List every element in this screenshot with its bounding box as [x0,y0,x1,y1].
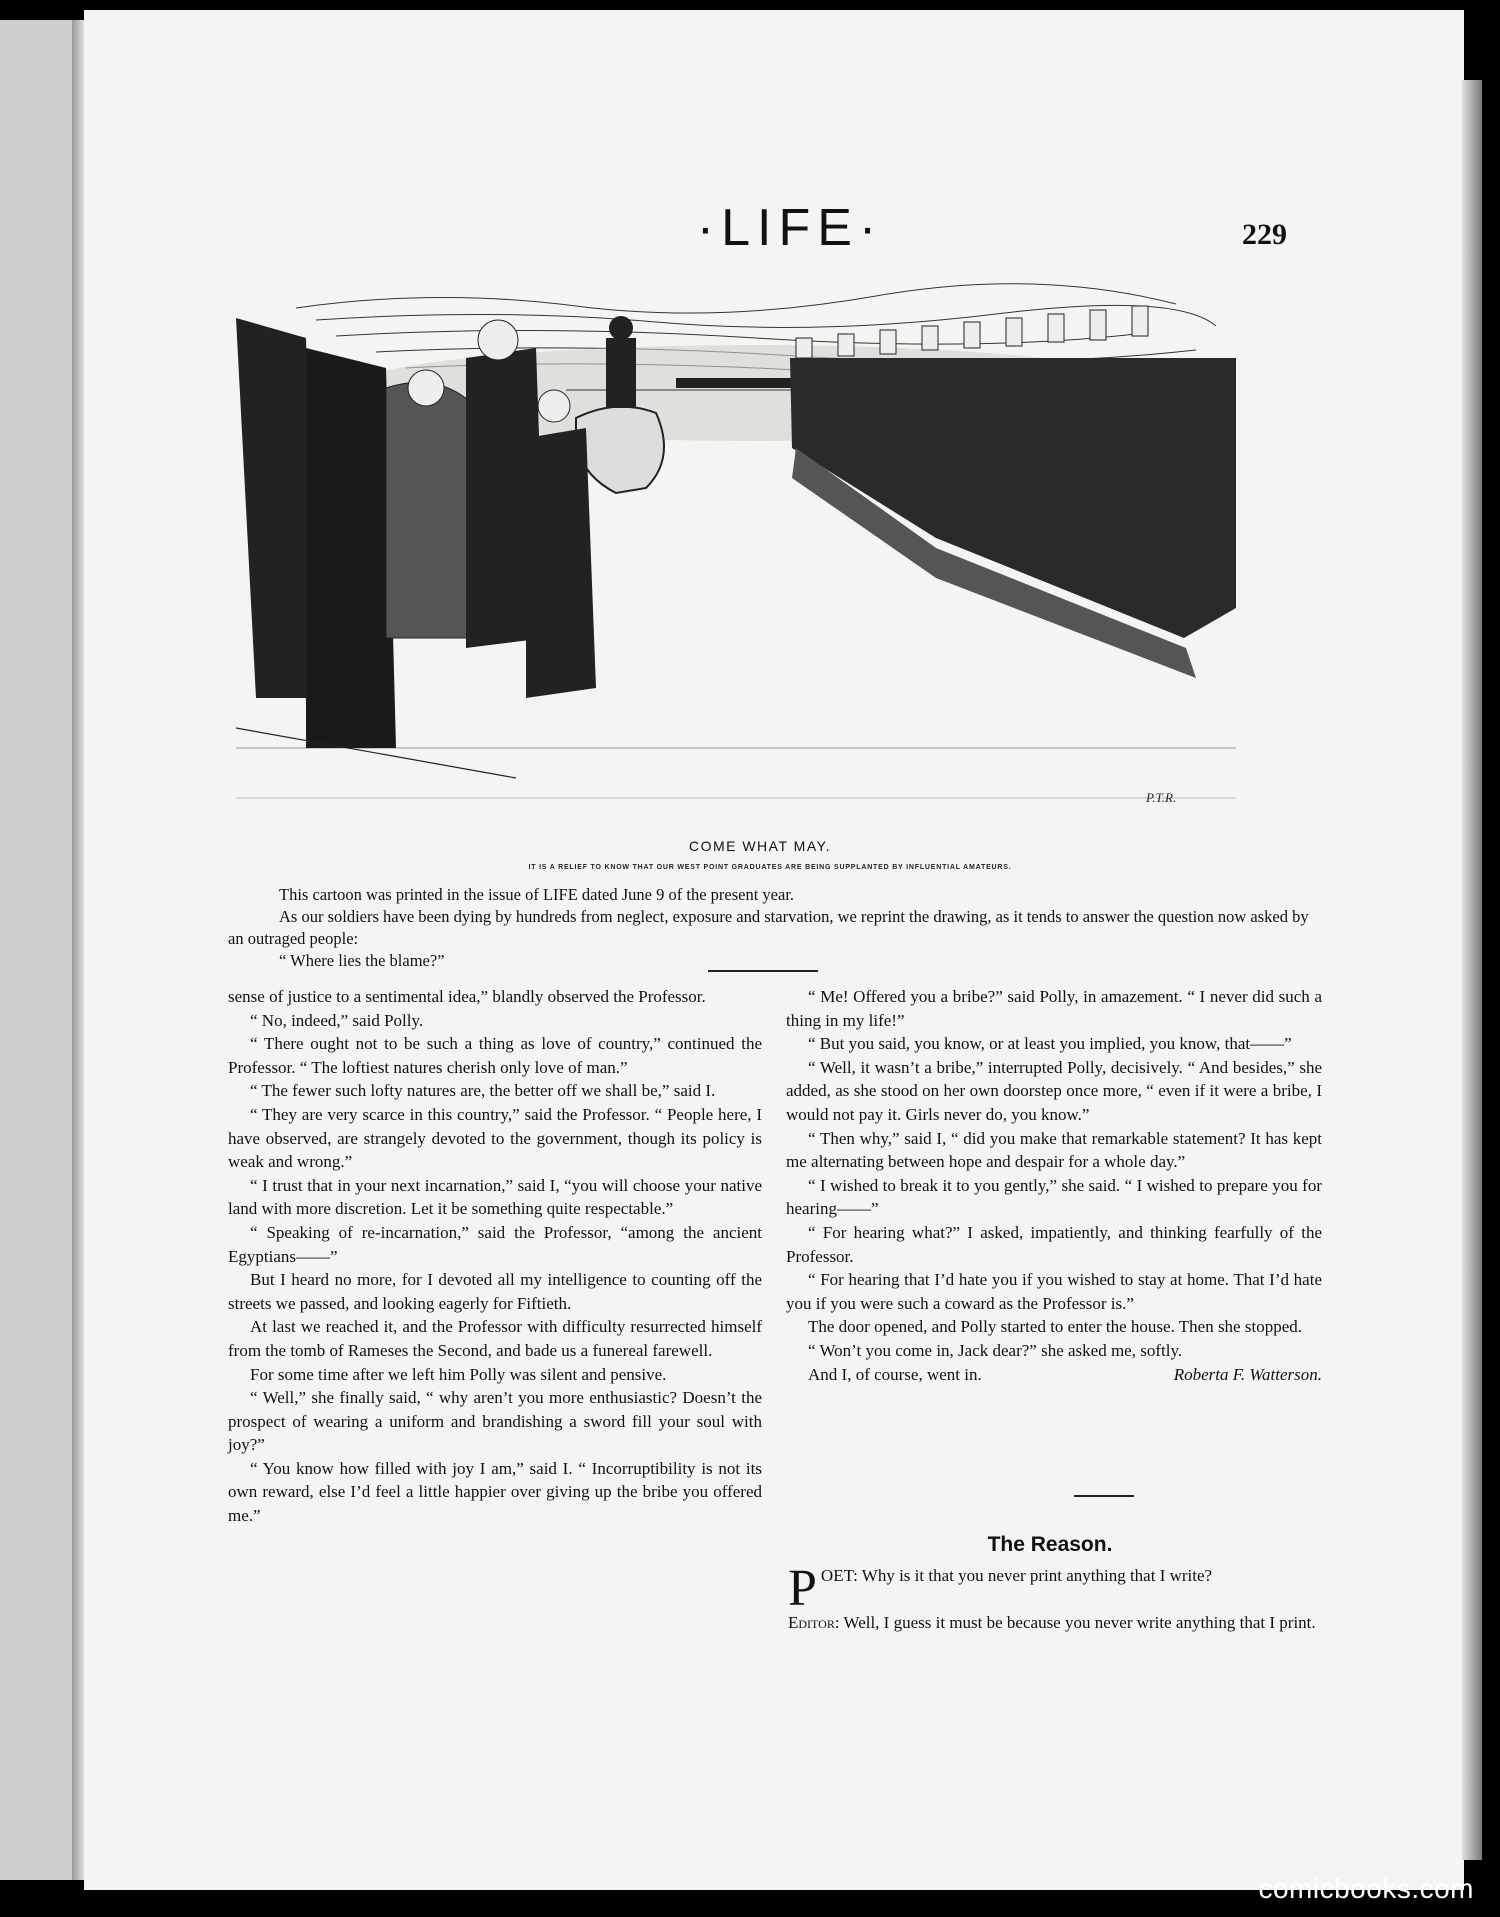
story-signoff [786,1363,1322,1387]
page-edge-shadow [1462,80,1482,1860]
story-paragraph: “ You know how filled with joy I am,” said I. “ Incorruptibility is not its own reward, else I’d feel a little happier over giving up the bribe you offered me.” [228,1458,762,1526]
editor-line [788,1611,1322,1635]
story-paragraph: “ But you said, you know, or at least you implied, you know, that——” [808,1034,1292,1054]
story-paragraph: “ I wished to break it to you gently,” she said. “ I wished to prepare you for hearing——” [786,1175,1322,1219]
editor-note-quote: “ Where lies the blame?” [279,951,445,970]
story-paragraph: At last we reached it, and the Professor with difficulty resurrected himself from the tomb of Rameses the Second, and bade us a funereal farewell. [228,1317,762,1360]
watermark: comicbooks.com [1258,1873,1474,1904]
story-paragraph: “ Won’t you come in, Jack dear?” she asked me, softly. [808,1340,1183,1360]
story-paragraph: The door opened, and Polly started to enter the house. Then she stopped. [808,1317,1302,1337]
story-paragraph: “ Well,” she finally said, “ why aren’t you more enthusiastic? Doesn’t the prospect of wearing a uniform and brandishing a sword fill your soul with joy?” [228,1388,762,1455]
story-paragraph: “ There ought not to be such a thing as love of country,” continued the Professor. “ The loftiest natures cherish only love of man.” [228,1034,762,1077]
story-paragraph: “ For hearing what?” I asked, impatiently, and thinking fearfully of the Professor. [786,1222,1322,1266]
story-paragraph: “ For hearing that I’d hate you if you wished to stay at home. That I’d hate you if you were such a coward as the Professor is.” [786,1270,1322,1313]
story-paragraph: “ I trust that in your next incarnation,” said I, “you will choose your native land with more discretion. Let it be something quite respectable.” [228,1175,762,1219]
story-paragraph: “ Speaking of re-incarnation,” said the Professor, “among the ancient Egyptians——” [228,1222,762,1266]
closing-line: And I, of course, went in. [808,1364,982,1384]
author-signature: Roberta F. Watterson. [1173,1364,1322,1384]
story-paragraph: For some time after we left him Polly was silent and pensive. [250,1364,667,1384]
section-divider [708,970,818,972]
reason-title: The Reason. [987,1533,1113,1556]
story-paragraph: “ No, indeed,” said Polly. [250,1010,424,1030]
signoff-rule [1074,1495,1134,1497]
facing-page-edge [0,20,78,1880]
editor-label: Editor [788,1613,835,1632]
story-paragraph: But I heard no more, for I devoted all my intelligence to counting off the streets we passed, and looking eagerly for Fiftieth. [228,1270,762,1313]
editor-text: : Well, I guess it must be because you never write anything that I print. [834,1613,1316,1632]
story-paragraph: “ Then why,” said I, “ did you make that remarkable statement? It has kept me alternating between hope and despair for a whole day.” [786,1128,1322,1172]
masthead: ·LIFE· [696,199,884,257]
story-paragraph: “ The fewer such lofty natures are, the better off we shall be,” said I. [250,1081,716,1101]
poet-line [788,1560,1322,1617]
story-paragraph: “ They are very scarce in this country,” said the Professor. “ People here, I have observed, are strangely devoted to the government, though its policy is weak and wrong.” [228,1104,762,1172]
artist-signature: P.T.R. [1146,790,1177,805]
page-number: 229 [1242,218,1287,251]
reason-item [788,1560,1322,1635]
story-right-column [786,985,1322,1386]
editor-note-line1: This cartoon was printed in the issue of LIFE dated June 9 of the present year. [279,885,795,904]
editor-note-line2: As our soldiers have been dying by hundreds from neglect, exposure and starvation, we reprint the drawing, as it tends to answer the question now asked by an outraged people: [228,907,1309,948]
story-paragraph: “ Well, it wasn’t a bribe,” interrupted Polly, decisively. “ And besides,” she added, as she stood on her own doorstep once more, “ even if it were a bribe, I would not pay it. Girls never do, you know.” [786,1057,1322,1124]
cartoon-caption-subtitle: IT IS A RELIEF TO KNOW THAT OUR WEST POINT GRADUATES ARE BEING SUPPLANTED BY INFLUENTIAL AMATEURS. [528,864,1012,871]
story-left-column [228,985,762,1528]
story-paragraph: sense of justice to a sentimental idea,” blandly observed the Professor. [228,987,706,1006]
story-paragraph: “ Me! Offered you a bribe?” said Polly, in amazement. “ I never did such a thing in my life!” [786,987,1322,1030]
cartoon-illustration [236,278,1236,820]
cartoon-caption-title: COME WHAT MAY. [688,838,832,854]
dropcap-letter: P [788,1560,817,1617]
poet-text: OET: Why is it that you never print anything that I write? [820,1566,1213,1585]
